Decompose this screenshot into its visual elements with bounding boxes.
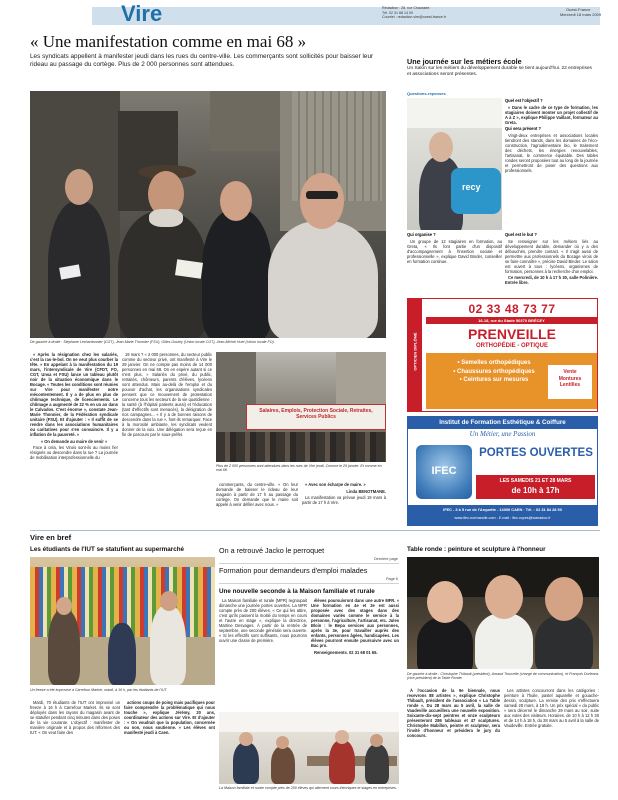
mfr-title: Une nouvelle seconde à la Maison familiale et rurale (219, 588, 375, 595)
lead-standfirst: Les syndicats appellent à manifester jeudi dans les rues du centre-ville. Les commerçants sont sollicités pour baisser leur rideau au passage du cortège. Plus de 2 000 personnes sont attendues. (30, 53, 374, 68)
lead-column-4 (302, 482, 386, 524)
ifec-title: Institut de Formation Esthétique & Coiffure (439, 419, 566, 426)
iut-col1-text: Mardi, 70 étudiants de l'IUT ont improvisé un freeze à 16 h à Carrefour Market. Ils se sont déployés dans les rayons du magasin avant de se statufier pendant cinq minutes dans des poses de la vie courante. L'objectif : manifester de manière originale et à propos des réformes des IUT. « On veut faire des (30, 700, 120, 735)
qa-column-right (505, 98, 598, 230)
section-title: Vire (121, 1, 163, 26)
lead-col3-text: commerçants, du centre-ville. « On leur demande de baisser le rideau de leur magasin à partir de 17 h au passage du cortège. On demande que le maire soit appelé à venir défiler avec nous. » (216, 482, 298, 507)
answer-1: « Dans le cadre de ce type de formation, les stagiaires doivent monter un projet collectif de A à Z », explique Philippe Vaillant, formateur au Greta. (505, 104, 598, 125)
question-2: Qui sera présent ? (505, 126, 541, 131)
question-1: Quel est l'objectif ? (505, 98, 543, 103)
answer-4: Un groupe de 12 stagiaires en formation, au Greta, « Ils font partie d'un dispositif d'accompagnement à l'insertion sociale et professionnelle », explique David Binder, conseiller en formation continue. (407, 238, 502, 264)
ad-side-text: OPTICIEN DIPLÔMÉ (412, 332, 418, 371)
protest-photo-caption: Plus de 2 000 personnes sont attendues dans les rues de Vire jeudi. Comme le 29 janvier. Et comme en mai 68. (216, 464, 382, 473)
ad-item: • Chaussures orthopédiques (453, 368, 535, 375)
qa-column-right-2 (505, 232, 598, 296)
formation-page: Page 6 (385, 577, 398, 581)
mfr-col2-text: élèves poursuivront dans une autre MFR. » Une formation en 4e et 3e est aussi proposée avec des stages dans des domaines variés comme le service à la personne, l'agriculture, l'artisanat, etc. Jules Bloin : le Bepa services aux personnes, après la 3e, pour travailler auprès des enfants, personnes âgées, handicapées. Les élèves pourront ensuite poursuivre avec un Bac pro. (311, 598, 399, 648)
tableronde-caption: De gauche à droite : Christophe Thibault (président), Arnaud Trouvelle (chargé de communication), et François Dorléans (vice-président) de la Table Ronde. (407, 672, 599, 681)
ad-subtitle: ORTHOPÉDIE - OPTIQUE (475, 343, 548, 349)
contact-block (382, 6, 446, 20)
lead-col1-subhead: « On demande au maire de venir » (40, 438, 108, 444)
ifec-web[interactable]: www.ifec-normandie.com - E.mail : ifec.ccpes@wanadoo.fr (454, 516, 551, 520)
ad-phone: 02 33 48 73 77 (468, 302, 556, 316)
iut-photo (30, 557, 215, 685)
header-band (92, 7, 600, 25)
ifec-logo-text: IFEC (431, 465, 457, 477)
lead-column-3 (216, 482, 298, 524)
ifec-logo (416, 445, 472, 499)
lead-photo-caption: De gauche à droite : Stéphane Lechardonnier (CGT), Jean-Marie Thonnier (FSU), Gilles Gouley (Union locale CGT), Jean-Michel Huet (Union locale FO). (30, 340, 275, 344)
jacko-title: On a retrouvé Jacko le perroquet (219, 546, 325, 555)
brief-divider (30, 530, 600, 531)
ifec-footer: IFEC - 3 à 5 rue de l'Arquette - 14000 CAEN · Tél. : 02 31 84 28 50 (443, 507, 562, 512)
lead-col2-text: 19 mars ? « 2 000 personnes, du secteur public comme du secteur privé, ont manifesté à Vire le 29 janvier. On ne compte pas moins de 14 000 personnes en mai 68. On en espère autant si ce n'est plus. » Salariés du privé, du public, retraités, chômeurs, parents d'élèves, lycéens sont attendus. Mais au-delà de l'emploi et du pouvoir d'achat, les organisations syndicales pensent que ce mouvement de protestation concerne tous les secteurs de la vie quotidienne : la santé (à l'hôpital patients aussi) et l'éducation (tant d'effectifs sont menacés), la dénigration de nos campagnes... « Il y a de bonnes raisons de descendre dans la rue », font-ils remarquer. Face à la morosité ambiante, les syndicats veulent donner de la voix. Une délégation sera reçue en fin de parcours par le sous-préfet. (122, 352, 212, 437)
mfr-photo (219, 712, 399, 784)
brief-rule (219, 563, 399, 564)
question-4: Qui organise ? (407, 232, 436, 237)
ad-item: Lentilles (559, 382, 581, 388)
qa-column-left (407, 232, 502, 296)
mfr-col1-text: La Maison familiale et rurale (MFR) regroupait dimanche une journée portes ouvertes. La MFR compte près de 200 élèves. « Ce qui les attire, c'est qu'ils passent la moitié du temps en cours et l'autre en stage », explique la directrice, Martine Desvages. À partir de la rentrée de septembre, une seconde générale sera ouverte. « Si les effectifs sont suffisants, nous pourrons ouvrir une classe de première. (219, 598, 307, 643)
lead-title: « Une manifestation comme en mai 68 » (30, 32, 307, 51)
mfr-caption: La Maison familiale et rurale compte près de 200 élèves qui alternent cours théoriques et stages en entreprises. (219, 786, 397, 790)
right-standfirst: Un Salon sur les métiers du développement durable se tient aujourd'hui. 22 entreprises et associations seront présentes. (407, 66, 592, 77)
lead-col4-end: La manifestation va prévue jeudi 19 mars à partir de 17 h à Vire. (302, 495, 386, 505)
brief-iut-title: Les étudiants de l'IUT se statufient au supermarché (30, 546, 185, 553)
right-title: Une journée sur les métiers école (407, 57, 522, 66)
answer-3: Se renseigner sur les métiers liés au développement durable, demander où y a des débouchés, prendre contact. « Il s'agit aussi de permettre aux professionnels du Bocage virois de se faire connaître », précise David Binder. Le salon est ouvert à tous : lycéens, organismes de formation, personnes à la recherche d'un emploi. (505, 238, 598, 274)
ad-items-right (548, 365, 592, 399)
tableronde-column-2 (504, 688, 599, 796)
banner-text: Salaires, Emplois, Protection Sociale, Retraites, Services Publics (259, 408, 373, 420)
lead-signature: Linda BENOTMANE. (346, 488, 386, 494)
tableronde-col1-text: À l'occasion de la 9e biennale, nous recevrons 88 artistes », explique Christophe Thibault, président de l'association « La Table ronde ». Du 28 mars au 5 avril, la salle de Vaudeville accueillera une nouvelle exposition. Soixante-dix-sept peintres et onze sculpteurs présenteront 286 tableaux et 47 sculptures. Christophe Mabillon, peintre et sculpteur, sera l'invité d'honneur et présidera le jury du concours. (407, 688, 500, 738)
iut-column-1 (30, 700, 120, 796)
answer-2: Vingt-deux entreprises et associations locales tiendront des stands, dans les domaines de l'éco-construction, l'agroalimentaire bio, le traitement des déchets, les énergies renouvelables, l'artisanat, le commerce équitable. Des tables rondes seront proposées tout au long de la journée et permettront de poser des questions aux professionnels. (505, 132, 598, 173)
salon-photo: recy (407, 98, 502, 230)
po-dates: LES SAMEDIS 21 ET 28 MARS (499, 478, 572, 484)
ad-item: • Ceintures sur mesures (459, 377, 529, 383)
mfr-info: Renseignements. 02 31 68 01 65. (314, 649, 378, 655)
po-title: PORTES OUVERTES (479, 447, 593, 459)
iut-caption: Un freeze a été improvisé à Carrefour Market, mardi, à 16 h, par les étudiants de l'IUT. (30, 688, 168, 692)
tableronde-column-1 (407, 688, 500, 796)
lead-col4-text: « Avec son écharpe de maire. » (305, 482, 366, 487)
protest-photo (216, 352, 386, 462)
lead-column-2 (122, 352, 212, 524)
ifec-tagline: Un Métier, une Passion (469, 430, 536, 438)
paper-name: Ouest-France (566, 7, 591, 12)
mfr-column-2 (311, 598, 399, 708)
lead-col1-end: Face à cela, les Virois sont-ils au moins fier résignés ou descendre dans la rue ? La journée de mobilisation interprofessionnelle du (30, 445, 118, 460)
qa-label: Questions-réponses (407, 91, 446, 96)
tableronde-title: Table ronde : peinture et sculpture à l'honneur (407, 546, 546, 553)
lead-photo (30, 91, 386, 338)
question-3: Quel est le but ? (505, 232, 537, 237)
jacko-page: Dernière page (373, 557, 398, 561)
brief-section-title: Vire en bref (30, 533, 72, 542)
ad-item: Vente (563, 369, 577, 375)
mfr-column-1 (219, 598, 307, 708)
contact-line: Courriel : redaction.vire@ouest-france.fr (382, 15, 446, 20)
tableronde-col2-text: Les artistes concourront dans les catégories : peinture à l'huile, pastel aquarelle et gouache-dessin, sculpture. La remise des prix s'effectuera samedi 28 mars, à 18 h. Un prix spécial « du public » sera décerné le dimanche 29 mars au soir, suite aux votes des visiteurs. Horaires. de 10 h à 12 h 30 et de 14 h à 18 h, du 28 mars au 5 avril à la salle de Vaudeville. Entrée gratuite. (504, 688, 599, 728)
contact-line: Rédaction : 28, rue Chaussée (382, 6, 430, 10)
po-hours: de 10h à 17h (511, 486, 560, 495)
brief-rule (219, 583, 399, 584)
salon-info: Ce mercredi, de 10 h à 17 h 30, salle Polinière. Entrée libre. (505, 275, 598, 285)
tableronde-photo (407, 557, 599, 669)
iut-column-2 (124, 700, 215, 796)
ad-name: PRENVEILLE (468, 326, 556, 342)
contact-line: Tél. 02 31 68 14 00 (382, 10, 413, 15)
ad-address: 16-18, rue du Stade 50370 BRÉCEY (478, 318, 545, 323)
ad-items-left (444, 359, 544, 385)
prenveille-ad[interactable] (407, 298, 598, 412)
ifec-ad[interactable] (407, 416, 598, 526)
lead-col1-text: « Après la résignation chez les salariés, c'est la ras-le-bol. On ne veut plus courber la tête. » En appelant à la manifestation du 19 mars, l'intersyndicale de Vire (CFDT, FO, CGT, Unsa et FSU) lance un tableau plutôt noir de la situation économique dans le Bocage. « Toutes les conditions sont réunies sur Vire pour manifester notre mécontentement. Il y a de plus en plus de chômage technique, de licenciements. Le chômage a augmenté de 22 % en un an dans le Calvados. C'est énorme », constate Jean-Marie Thonnier, de la Fédération syndicale unitaire (FSU). Et d'ajouter : « Il suffit de se rendre dans les associations humanitaires ou caritatives pour s'en convaincre. Il y a inflation de la pauvreté. » (30, 352, 118, 437)
iut-col2-text: actions coups de poing mais pacifiques pour faire comprendre la problématique qui nous touche », explique Jérémy, 20 ans, coordinateur des actions sur Vire. Et d'ajouter : « On voudrait que la population, concernée ou non, nous soutienne. » Les élèves ont manifesté jeudi à Caen. (124, 700, 215, 735)
ad-item: • Semelles orthopédiques (457, 360, 531, 366)
lead-column-1 (30, 352, 118, 524)
date: Mercredi 18 mars 2009 (560, 12, 602, 17)
ad-item: Montures (558, 375, 582, 382)
formation-title: Formation pour demandeurs d'emploi malades (219, 566, 368, 575)
